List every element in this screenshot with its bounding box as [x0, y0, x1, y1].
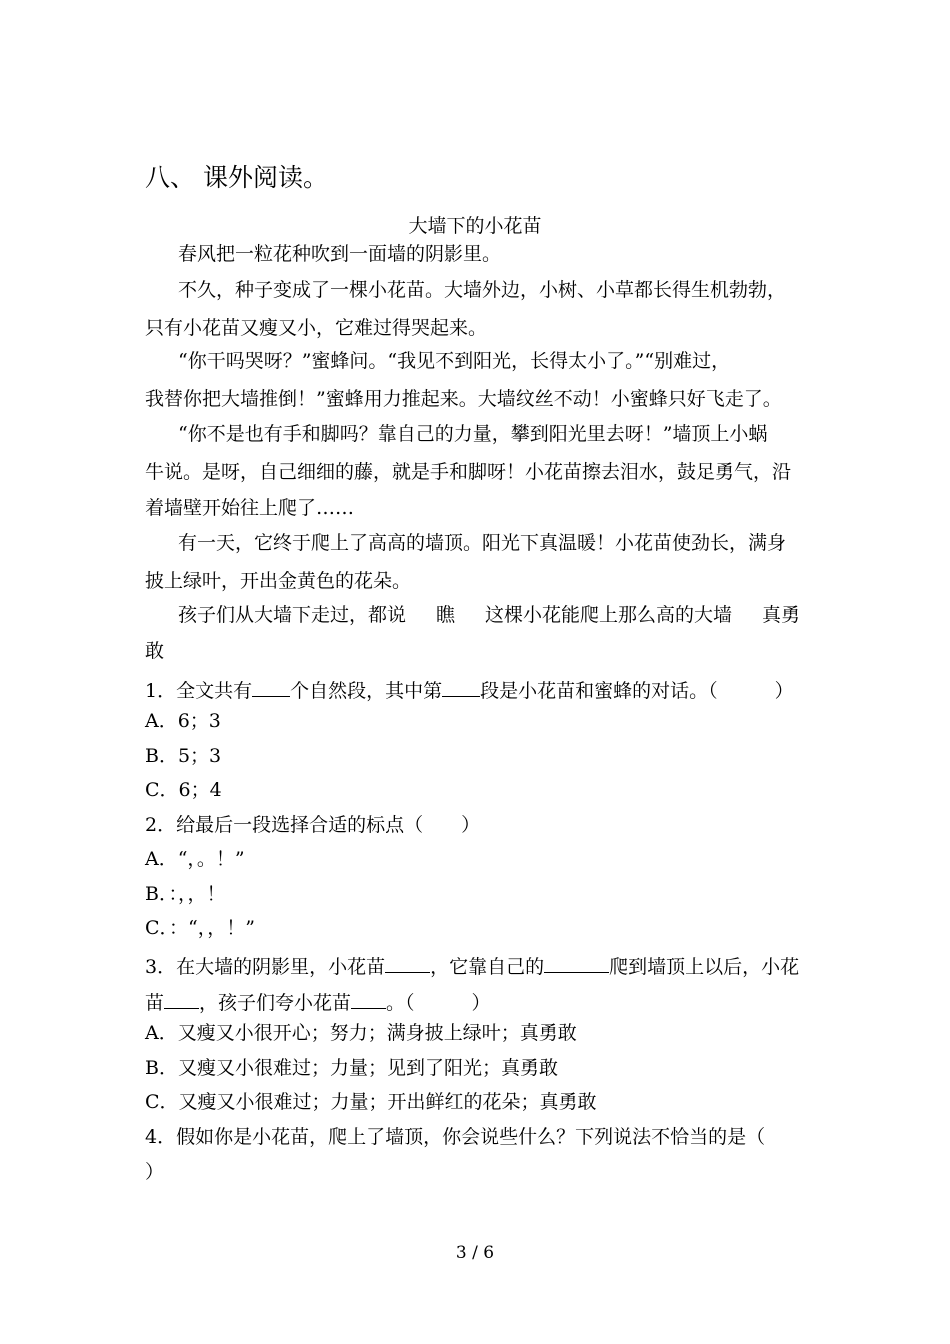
question-1-option-b: B．5；3 — [145, 745, 222, 767]
paragraph-4-line-2: 牛说。是呀，自己细细的藤，就是手和脚呀！小花苗擦去泪水，鼓足勇气，沿 — [145, 461, 792, 483]
paragraph-4-line-3: 着墙壁开始往上爬了…… — [145, 497, 355, 519]
page-number: 3 / 6 — [455, 1243, 495, 1263]
paragraph-6-part-d: 真勇 — [762, 604, 801, 626]
answer-blank[interactable] — [164, 990, 199, 1009]
paragraph-3-line-2: 我替你把大墙推倒！”蜜蜂用力推起来。大墙纹丝不动！小蜜蜂只好飞走了。 — [145, 388, 782, 410]
question-1-option-a: A．6；3 — [145, 710, 221, 732]
paragraph-6-line-2: 敢 — [145, 640, 165, 662]
question-2-option-a: A．“，。！” — [145, 848, 245, 870]
question-2-option-c: C．：“，，！” — [145, 917, 255, 939]
paragraph-3-line-1: “你干吗哭呀？”蜜蜂问。“我见不到阳光，长得太小了。”“别难过， — [178, 350, 731, 372]
question-1-option-c: C．6；4 — [145, 779, 222, 801]
answer-blank[interactable] — [252, 678, 290, 697]
paragraph-4-line-1: “你不是也有手和脚吗？靠自己的力量，攀到阳光里去呀！”墙顶上小蜗 — [178, 423, 768, 445]
answer-blank[interactable] — [351, 990, 386, 1009]
question-3-option-b: B．又瘦又小很难过；力量；见到了阳光；真勇敢 — [145, 1057, 558, 1079]
question-2-option-b: B．：，，！ — [145, 883, 226, 905]
paragraph-6-part-a: 孩子们从大墙下走过，都说 — [178, 604, 407, 626]
question-2-stem: 2．给最后一段选择合适的标点（ ） — [145, 814, 481, 836]
question-3-stem-line-2: 苗 ，孩子们夸小花苗 。（ ） — [145, 992, 491, 1014]
paragraph-1: 春风把一粒花种吹到一面墙的阴影里。 — [178, 243, 502, 265]
question-3-stem-line-1: 3．在大墙的阴影里，小花苗 ，它靠自己的 爬到墙顶上以后，小花 — [145, 956, 800, 978]
question-4-stem-line-2: ） — [145, 1161, 165, 1183]
answer-blank[interactable] — [385, 954, 430, 973]
paragraph-6-part-b: 瞧 — [436, 604, 456, 626]
story-title: 大墙下的小花苗 — [408, 215, 542, 237]
paragraph-2-line-2: 只有小花苗又瘦又小，它难过得哭起来。 — [145, 317, 488, 339]
paragraph-2-line-1: 不久，种子变成了一棵小花苗。大墙外边，小树、小草都长得生机勃勃， — [178, 279, 787, 301]
question-3-option-a: A．又瘦又小很开心；努力；满身披上绿叶；真勇敢 — [145, 1022, 577, 1044]
paragraph-5-line-2: 披上绿叶，开出金黄色的花朵。 — [145, 570, 412, 592]
question-4-stem-line-1: 4．假如你是小花苗，爬上了墙顶，你会说些什么？下列说法不恰当的是（ — [145, 1126, 766, 1148]
question-1-stem: 1．全文共有 个自然段，其中第 段是小花苗和蜜蜂的对话。（ ） — [145, 680, 794, 702]
answer-blank[interactable] — [544, 954, 609, 973]
paragraph-5-line-1: 有一天，它终于爬上了高高的墙顶。阳光下真温暖！小花苗使劲长，满身 — [178, 532, 787, 554]
section-title: 八、 课外阅读。 — [145, 163, 328, 192]
question-3-option-c: C．又瘦又小很难过；力量；开出鲜红的花朵；真勇敢 — [145, 1091, 597, 1113]
answer-blank[interactable] — [442, 678, 480, 697]
paragraph-6-part-c: 这棵小花能爬上那么高的大墙 — [485, 604, 733, 626]
